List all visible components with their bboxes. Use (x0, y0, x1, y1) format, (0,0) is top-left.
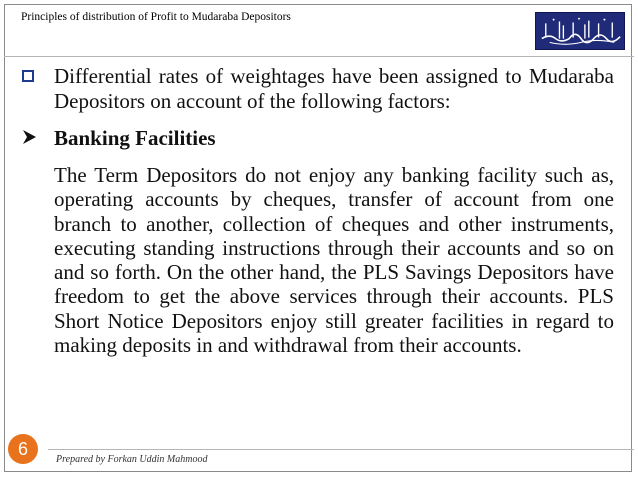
subheading-banking-facilities: Banking Facilities (54, 126, 216, 150)
hollow-square-bullet-icon (22, 70, 34, 82)
page-number-badge: 6 (8, 434, 38, 464)
body-paragraph: The Term Depositors do not enjoy any banking facility such as, operating accounts by cheques, transfer of account from one branch to another, collection of cheques and other instruments, executing standing instructions through their accounts and so on and so forth. On the other hand, the PLS Savings Depositors have freedom to get the above services through their accounts. PLS Short Notice Depositors enjoy still greater facilities in regard to making deposits in and withdrawal from their accounts. (54, 163, 614, 358)
footer-divider (48, 449, 634, 450)
footer-credit: Prepared by Forkan Uddin Mahmood (56, 454, 208, 465)
header-divider (4, 56, 634, 57)
arabic-calligraphy-basmala-icon (535, 12, 625, 50)
bullet-text-weightages: Differential rates of weightages have been assigned to Mudaraba Depositors on account of the following factors: (54, 64, 614, 113)
slide-header-title: Principles of distribution of Profit to Mudaraba Depositors (21, 11, 291, 23)
arrow-bullet-icon (20, 128, 38, 146)
